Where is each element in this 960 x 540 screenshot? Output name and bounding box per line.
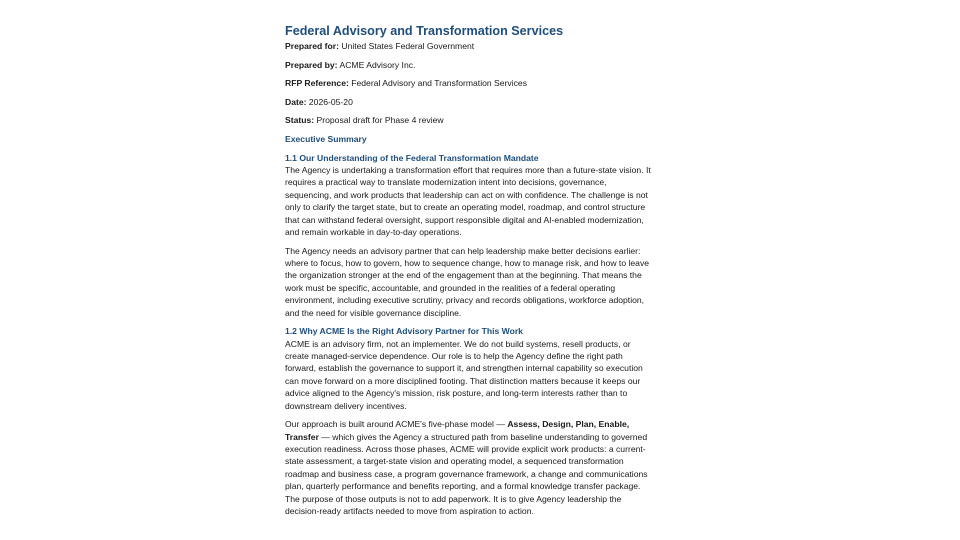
meta-value: United States Federal Government bbox=[341, 41, 475, 51]
subsection-heading: 1.2 Why ACME Is the Right Advisory Partner for This Work bbox=[285, 326, 523, 337]
meta-label: RFP Reference: bbox=[285, 78, 349, 89]
meta-date bbox=[285, 96, 653, 108]
paragraph: ACME is an advisory firm, not an implementer. We do not build systems, resell products, or create managed-service dependence. Our role is to help the Agency define the right path forward, establish the governance to support it, and strengthen internal capability so execution can move forward on a more disciplined footing. That distinction matters because it keeps our advice aligned to the Agency's mission, risk posture, and long-term interests rather than to downstream delivery incentives. bbox=[285, 338, 643, 411]
meta-value: Federal Advisory and Transformation Services bbox=[351, 78, 528, 89]
subsection-heading: 1.1 Our Understanding of the Federal Transformation Mandate bbox=[285, 152, 539, 163]
paragraph: The Agency needs an advisory partner that can help leadership make better decisions earlier: where to focus, how to govern, how to sequence change, how to manage risk, and how to leave the organization stronger at the end of the engagement than at the beginning. That means the work must be specific, accountable, and grounded in the realities of a federal operating environment, including executive scrutiny, privacy and records obligations, workforce adoption, and the need for visible governance discipline. bbox=[285, 245, 650, 318]
approach-phases: Assess, Design, Plan, Enable, Transfer bbox=[285, 419, 630, 442]
meta-value: 2026-05-20 bbox=[308, 96, 353, 107]
meta-label: Prepared by: bbox=[285, 59, 338, 70]
meta-status bbox=[285, 114, 653, 126]
document-body bbox=[285, 22, 653, 524]
meta-label: Status: bbox=[285, 115, 315, 126]
meta-prepared-for bbox=[285, 40, 653, 52]
approach-lead: Our approach is built around ACME's five-phase model — bbox=[285, 419, 508, 430]
meta-label: Date: bbox=[285, 96, 307, 107]
approach-paragraph bbox=[285, 418, 653, 517]
paragraph: The Agency is undertaking a transformation effort that requires more than a future-state vision. It requires a practical way to translate modernization intent into decisions, governance, sequencing, and work products that leadership can act on with confidence. The challenge is not only to clarify the target state, but to create an operating model, roadmap, and control structure that can withstand federal oversight, support responsible digital and AI-enabled modernization, and remain workable in day-to-day operations. bbox=[285, 164, 651, 237]
meta-value: ACME Advisory Inc. bbox=[339, 59, 416, 70]
meta-value: Proposal draft for Phase 4 review bbox=[316, 115, 444, 126]
section-title: Executive Summary bbox=[285, 133, 367, 144]
meta-rfp-reference bbox=[285, 77, 653, 89]
approach-rest: — which gives the Agency a structured path from baseline understanding to governed execution readiness. Across those phases, ACME will provide explicit work products: a current-state assessment, a target-state vision and operating model, a sequenced transformation roadmap and business case, a program governance framework, a change and communications plan, quarterly performance and benefits reporting, and a formal knowledge transfer package. The purpose of those outputs is not to add paperwork. It is to give Agency leadership the decision-ready artifacts needed to move from aspiration to action. bbox=[285, 431, 648, 517]
meta-label: Prepared for: bbox=[285, 41, 339, 51]
document-title: Federal Advisory and Transformation Services bbox=[285, 24, 564, 38]
meta-prepared-by bbox=[285, 59, 653, 71]
